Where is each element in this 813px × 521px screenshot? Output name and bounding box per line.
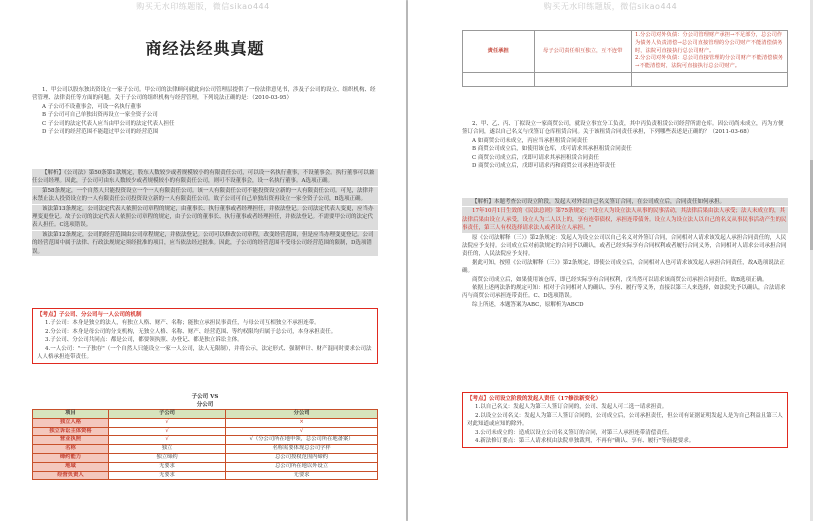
key-point-box [462, 392, 788, 448]
option: D 商贸公司成立后，戊即可请求丙和商贸公司承担连带责任 [472, 163, 616, 170]
comparison-table-wrap [32, 393, 378, 480]
row-label: 独立诉讼主体资格 [33, 427, 109, 436]
question-1-source: （2010-03-95） [252, 95, 292, 102]
comparison-table [32, 409, 378, 480]
analysis-paragraph: 原《公司法解释（三）》第2条规定：发起人为设立公司以自己名义对外签订合同，合同相对人请求该发起人承担合同责任的，人民法院应予支持。公司成立后对前款规定的合同予以确认，或者已经实际享有合同权利或者履行合同义务，合同相对人请求公司承担合同责任的，人民法院应予支持。 [462, 234, 787, 258]
table-header: 子公司 [108, 410, 225, 419]
table-cell-line: 1.分公司对外负债：分公司管理财产承担→不足部分，总公司作为债务人负责清偿→总公司直接管理的分公司财产不能清偿债务时，法院可直接执行总公司财产。 [635, 32, 783, 54]
table-cell: 总公司授权范围内缔约 [226, 453, 378, 462]
table-cell: √ [108, 418, 225, 427]
table-cell: 无要求 [108, 462, 225, 471]
table-row [33, 418, 378, 427]
table-cell-line: 2.分公司对外负债：总公司直接管理的分公司财产不能清偿债务→不能清偿时，法院可直接执行总公司财产。 [635, 55, 784, 70]
key-point-item: 3.公司未成立的：造成以设立公司名义签订的合同，对第三人承担连带清偿责任。 [475, 429, 673, 436]
analysis-1 [32, 169, 378, 256]
row-label: 责任承担 [463, 31, 535, 73]
key-point-item: 1.子公司：本身是独立的法人，有独立人格、财产、名称；能独立承担民事责任，与母公司互相独立不承担连带。 [45, 320, 320, 327]
key-point-box [32, 308, 378, 364]
key-point-title: 【考点】公司设立阶段的发起人责任（17修法新变化） [467, 396, 602, 402]
option: A 子公司不设董事会，可设一名执行董事 [42, 103, 142, 110]
responsibility-table-wrap [462, 30, 788, 87]
table-cell: √（分公司所在地申领，总公司所在地备案） [226, 436, 378, 445]
row-label: 缔约能力 [33, 453, 109, 462]
key-point-item: 1.以自己名义：发起人为第三人签订合同的，公司、发起人可二选一请求担责。 [475, 404, 668, 411]
key-point-item: 3.子公司、分公司共同点：都是公司，都要领执照、办登记、都是独立诉讼主体。 [45, 337, 243, 344]
key-point-item: 2.以设立公司名义：发起人为第三人签订合同的，公司成立后，公司承担责任，但公司有证据证明发起人是为自己利益且第三人对此知道或应知的除外。 [467, 412, 783, 428]
table-cell: × [226, 418, 378, 427]
analysis-paragraph: 【解析】《公司法》第50条第1款规定，股东人数较少或者规模较小的有限责任公司，可以设一名执行董事，不设董事会。执行董事可以兼任公司经理。因此，子公司可由东人数较少或者规模较小的有限责任公司，则可不设董事会，设一名执行董事。A选项正确。 [32, 169, 378, 186]
table-row [33, 445, 378, 454]
question-2-stem: 2、甲、乙、丙、丁拟设立一家商贸公司，就设立事宜分工负责，其中丙负责租赁公司经营所需仓库。因公司尚未成立，丙为方便签订合同，遂以自己名义与戊签订仓库租赁合同。关于该租赁合同责任承担，下列哪些表述是正确的？ [462, 121, 784, 136]
key-point-item: 2.分公司：本身是母公司的分支机构，无独立人格、名称、财产、经营范围、等约权限均归属于总公司，本身承担责任。 [45, 328, 337, 335]
table-cell: 无要求 [108, 471, 225, 480]
analysis-paragraph: 据此可知，按照《公司法解释（三）》第2条规定，即使公司成立后，合同相对人也可请求该发起人承担合同责任，故A选项说法正确。 [462, 259, 785, 275]
document-page-left [0, 0, 406, 521]
table-row [33, 462, 378, 471]
table-cell: 总公司所在地以外设立 [226, 462, 378, 471]
table-cell: 母子公司责任相互独立，互不连带 [534, 31, 632, 73]
table-cell: 独立 [108, 445, 225, 454]
row-label: 经营负责人 [33, 471, 109, 480]
table-header: 分公司 [226, 410, 378, 419]
analysis-paragraph: 商贸公司成立后，如果使用该仓库，即已经实际享有合同权利，戊当然可以请求该商贸公司承担合同责任，故B选项正确。 [472, 276, 768, 283]
row-label: 地域 [33, 462, 109, 471]
option: A 如商贸公司未成立，丙应当承担租赁合同责任 [472, 137, 588, 144]
question-1 [32, 86, 378, 136]
question-2-source: （2011-03-68） [709, 129, 753, 136]
row-label: 营业执照 [33, 436, 109, 445]
table-caption: 子公司 VS 分公司 [191, 394, 219, 408]
analysis-paragraph: 【解析】本题考查公司设立阶段，发起人对外以自己名义签订合同，在公司成立后，合同责任如何承担。 [462, 198, 788, 206]
page-title: 商经法经典真题 [145, 39, 265, 58]
table-cell: √ [108, 427, 225, 436]
key-point-item: 4.新法修订要点：第三人请求权由法院单独裁判，不再有"确认、享有、履行"等前提要求。 [475, 438, 695, 445]
analysis-2 [462, 198, 788, 309]
option: B 子公司可自己单独出资再设立一家全资子公司 [42, 112, 158, 119]
responsibility-table [462, 30, 788, 87]
key-point-title: 【考点】子公司、分公司与一人公司的机制 [37, 312, 142, 318]
row-label: 名称 [33, 445, 109, 454]
document-page-right [408, 0, 813, 521]
option: D 子公司的经营范围不能超过甲公司的经营范围 [42, 129, 159, 136]
option: B 商贸公司成立后，如使用该仓库，戊可请求其承担租赁合同责任 [472, 146, 632, 153]
table-cell: √ [108, 436, 225, 445]
table-cell: 无要求 [226, 471, 378, 480]
analysis-paragraph: 第58条规定，一个自然人只能投资设立一个一人有限责任公司。该一人有限责任公司不能投资设立新的一人有限责任公司。可见，法律并未禁止法人投资设立的一人有限责任公司投资设立新的一人有限责任公司。故子公司可自己单独出资再设立一家全资子公司，B选项正确。 [32, 187, 378, 204]
table-row [33, 471, 378, 480]
option: C 商贸公司成立后，戊即可请求其承担租赁合同责任 [472, 154, 599, 161]
table-cell: 名称需要体现总公司字样 [226, 445, 378, 454]
table-cell: √ [226, 427, 378, 436]
watermark: 购买无水印练题版，微信sikao444 [136, 2, 270, 11]
analysis-paragraph: 该法第12条规定，公司的经营范围由公司章程规定，并依法登记。公司可以修改公司章程，改变经营范围，但是应当办理变更登记。公司的经营范围中属于法律、行政法规规定须经批准的项目，应当依法经过批准。因此，子公司的经营范围不受母公司经营范围的限制，D选项错误。 [32, 231, 378, 256]
table-header: 项目 [33, 410, 109, 419]
question-1-stem: 1、甲公司以股东独出资设立一家子公司。甲公司的法律顾问就此向公司管理层提供了一份法律意见书，涉及子公司的设立、组织机构、经营管理、法律责任等方面的问题。关于子公司的组织机构与经营管理，下列说法正确的是： [32, 87, 376, 102]
analysis-paragraph: 依据上述两法条的规定可知：相对于合同相对人的确认、享有、履行等义务，直接以第三人来选择，如法院先予以确认，合法请求丙与商贸公司承担连带责任。C、D选项错误。 [462, 285, 786, 300]
analysis-paragraph: 综上所述，本题答案为ABC，原解析为ABCD [472, 301, 584, 308]
analysis-paragraph: 该法第13条规定，公司法定代表人依照公司章程的规定，由董事长、执行董事或者经理担任，并依法登记。公司法定代表人变更，应当办理变更登记。故子公司的法定代表人依照公司章程的规定，由子公司的董事长、执行董事或者经理担任，并依法登记。不需要甲公司的法定代表人担任。C选项错误。 [32, 205, 378, 230]
key-point-item: 4.一人公司："一子独存"（一个自然人只能设立一家一人公司，法人无限制），并将公示，法定形式、强制审计、财产混同时要求公司法人人格承担连带责任。 [37, 345, 372, 361]
watermark: 购买无水印练题版，微信sikao444 [543, 2, 678, 11]
table-row [33, 453, 378, 462]
table-row [33, 436, 378, 445]
question-2 [462, 120, 788, 170]
table-cell [632, 31, 788, 73]
analysis-paragraph: 17年10月1日生效的《民法总则》第75条规定："设立人为设立法人从事的民事活动，其法律后果由法人承受；法人未成立的，其法律后果由设立人承受，设立人为二人以上的，享有连带债权，承担连带债务。设立人为设立法人以自己的名义从事民事活动产生的民事责任，第三人有权选择请求法人或者设立人承担。" [462, 208, 787, 232]
table-row [33, 427, 378, 436]
table-cell: 独立缔约 [108, 453, 225, 462]
row-label: 独立人格 [33, 418, 109, 427]
option: C 子公司的法定代表人应当由甲公司的法定代表人担任 [42, 120, 175, 127]
